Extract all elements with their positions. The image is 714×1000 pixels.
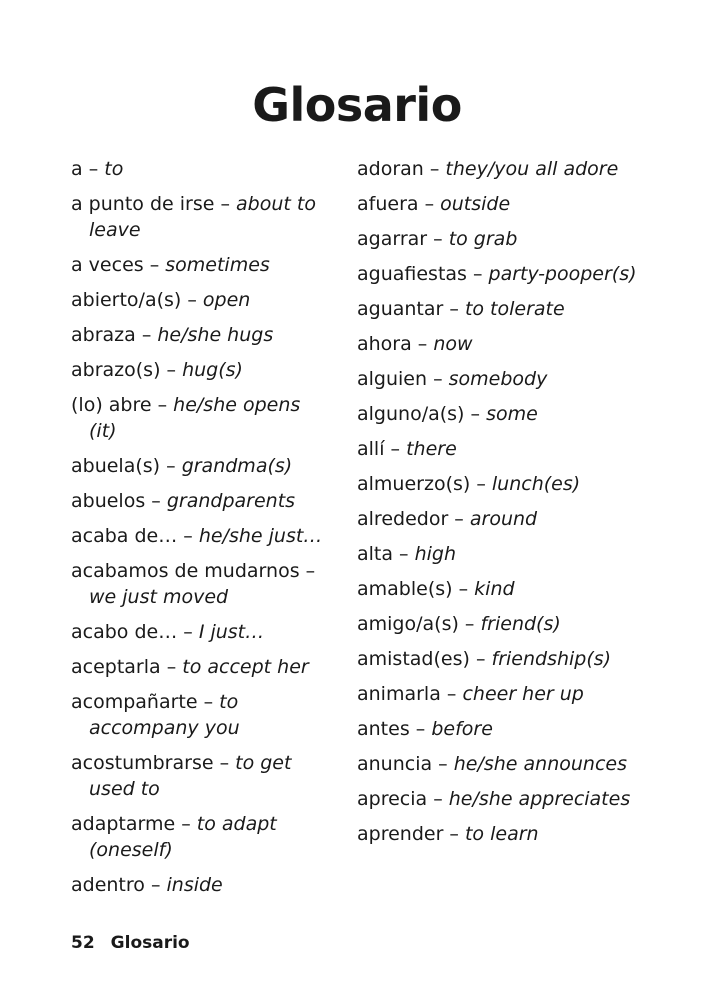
term: aprender <box>357 823 444 845</box>
definition: he/she just… <box>198 525 323 547</box>
term: abraza <box>71 324 136 346</box>
glossary-entry: amigo/a(s) – friend(s) <box>357 613 561 635</box>
term: antes <box>357 718 410 740</box>
definition: to accept her <box>182 656 309 678</box>
glossary-entry: aprender – to learn <box>357 823 539 845</box>
definition: there <box>406 438 457 460</box>
glossary-entry: abuela(s) – grandma(s) <box>71 455 293 477</box>
definition: grandma(s) <box>181 455 293 477</box>
page-number: 52 <box>71 933 95 953</box>
definition: to get used to <box>89 752 292 800</box>
term: ahora <box>357 333 412 355</box>
term: abierto/a(s) <box>71 289 182 311</box>
glossary-entry: a – to <box>71 158 124 180</box>
definition: somebody <box>448 368 548 390</box>
glossary-entry: almuerzo(s) – lunch(es) <box>357 473 581 495</box>
definition: to <box>104 158 124 180</box>
glossary-entry: acostumbrarse – to get used to <box>71 752 292 800</box>
definition: party-pooper(s) <box>488 263 637 285</box>
glossary-entry: aguantar – to tolerate <box>357 298 565 320</box>
term: alguien <box>357 368 428 390</box>
glossary-entry: afuera – outside <box>357 193 511 215</box>
term: almuerzo(s) <box>357 473 471 495</box>
definition: inside <box>166 874 223 896</box>
glossary-entry: alguno/a(s) – some <box>357 403 538 425</box>
definition: open <box>202 289 251 311</box>
term: alta <box>357 543 394 565</box>
glossary-entry: acabo de… – I just… <box>71 621 265 643</box>
definition: about to leave <box>89 193 316 241</box>
term: adaptarme <box>71 813 176 835</box>
definition: around <box>469 508 538 530</box>
glossary-entry: abierto/a(s) – open <box>71 289 251 311</box>
term: acostumbrarse <box>71 752 214 774</box>
term: acompañarte <box>71 691 198 713</box>
glossary-entry: amable(s) – kind <box>357 578 515 600</box>
term: acabo de… <box>71 621 178 643</box>
glossary-entry: ahora – now <box>357 333 473 355</box>
definition: we just moved <box>89 586 229 608</box>
definition: sometimes <box>165 254 270 276</box>
term: aprecia <box>357 788 428 810</box>
glossary-column-left <box>71 156 333 907</box>
term: a punto de irse <box>71 193 215 215</box>
glossary-entry: acompañarte – to accompany you <box>71 691 240 739</box>
term: adoran <box>357 158 424 180</box>
definition: to adapt (oneself) <box>89 813 277 861</box>
definition: kind <box>474 578 515 600</box>
definition: he/she hugs <box>157 324 274 346</box>
term: animarla <box>357 683 441 705</box>
glossary-entry: alguien – somebody <box>357 368 548 390</box>
glossary-entry: agarrar – to grab <box>357 228 518 250</box>
glossary-entry: adentro – inside <box>71 874 223 896</box>
term: allí <box>357 438 385 460</box>
glossary-entry: anuncia – he/she announces <box>357 753 628 775</box>
definition: outside <box>440 193 511 215</box>
term: anuncia <box>357 753 433 775</box>
term: agarrar <box>357 228 428 250</box>
definition: he/she appreciates <box>448 788 631 810</box>
term: alrededor <box>357 508 449 530</box>
definition: to learn <box>464 823 539 845</box>
glossary-entry: acaba de… – he/she just… <box>71 525 323 547</box>
term: aguafiestas <box>357 263 467 285</box>
term: a <box>71 158 83 180</box>
definition: he/she announces <box>453 753 628 775</box>
glossary-entry: aceptarla – to accept her <box>71 656 309 678</box>
glossary-entry: a veces – sometimes <box>71 254 270 276</box>
term: abrazo(s) <box>71 359 161 381</box>
term: amable(s) <box>357 578 453 600</box>
glossary-entry: aguafiestas – party-pooper(s) <box>357 263 637 285</box>
term: abuela(s) <box>71 455 161 477</box>
term: a veces <box>71 254 144 276</box>
definition: to tolerate <box>464 298 565 320</box>
definition: now <box>433 333 473 355</box>
page-footer <box>71 933 190 953</box>
glossary-entry: a punto de irse – about to leave <box>71 193 316 241</box>
glossary-entry: abuelos – grandparents <box>71 490 296 512</box>
glossary-entry: amistad(es) – friendship(s) <box>357 648 612 670</box>
glossary-entry: allí – there <box>357 438 457 460</box>
glossary-entry: adoran – they/you all adore <box>357 158 619 180</box>
definition: to grab <box>448 228 518 250</box>
glossary-entry: antes – before <box>357 718 493 740</box>
term: aguantar <box>357 298 444 320</box>
footer-section-title: Glosario <box>110 933 190 953</box>
glossary-entry: aprecia – he/she appreciates <box>357 788 631 810</box>
definition: lunch(es) <box>491 473 581 495</box>
definition: I just… <box>198 621 265 643</box>
definition: hug(s) <box>182 359 243 381</box>
page-title: Glosario <box>252 78 462 132</box>
definition: to accompany you <box>89 691 240 739</box>
term: acabamos de mudarnos <box>71 560 300 582</box>
glossary-entry: (lo) abre – he/she opens (it) <box>71 394 301 442</box>
term: abuelos <box>71 490 146 512</box>
glossary-entry: abrazo(s) – hug(s) <box>71 359 243 381</box>
glossary-column-right <box>357 156 657 856</box>
glossary-entry: abraza – he/she hugs <box>71 324 274 346</box>
glossary-entry: animarla – cheer her up <box>357 683 584 705</box>
term: alguno/a(s) <box>357 403 465 425</box>
term: adentro <box>71 874 145 896</box>
glossary-entry: alrededor – around <box>357 508 538 530</box>
definition: they/you all adore <box>445 158 619 180</box>
glossary-entry: acabamos de mudarnos – we just moved <box>71 560 316 608</box>
definition: before <box>431 718 493 740</box>
definition: cheer her up <box>462 683 584 705</box>
term: aceptarla <box>71 656 161 678</box>
term: (lo) abre <box>71 394 152 416</box>
definition: he/she opens (it) <box>89 394 301 442</box>
term: afuera <box>357 193 419 215</box>
glossary-entry: adaptarme – to adapt (oneself) <box>71 813 277 861</box>
term: amigo/a(s) <box>357 613 459 635</box>
definition: friendship(s) <box>491 648 612 670</box>
definition: some <box>486 403 538 425</box>
glossary-entry: alta – high <box>357 543 457 565</box>
term: acaba de… <box>71 525 178 547</box>
term: amistad(es) <box>357 648 470 670</box>
definition: grandparents <box>166 490 296 512</box>
definition: friend(s) <box>480 613 561 635</box>
definition: high <box>414 543 457 565</box>
